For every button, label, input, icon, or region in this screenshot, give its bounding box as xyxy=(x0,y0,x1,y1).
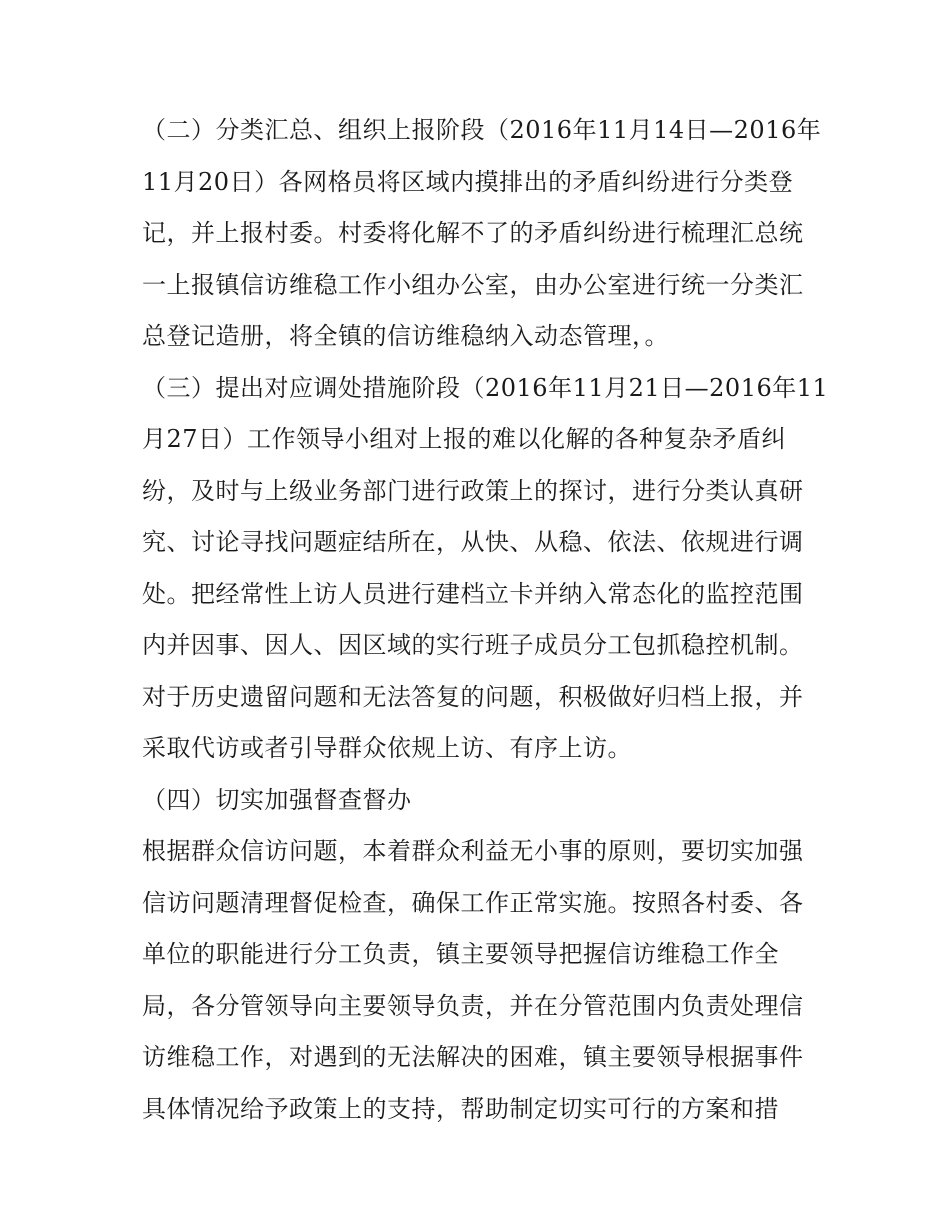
text-line: 月27日）工作领导小组对上报的难以化解的各种复杂矛盾纠 xyxy=(142,425,787,453)
text-line: 纷，及时与上级业务部门进行政策上的探讨，进行分类认真研 xyxy=(142,476,804,505)
text-line: 记，并上报村委。村委将化解不了的矛盾纠纷进行梳理汇总统 xyxy=(142,219,804,247)
text-line: 单位的职能进行分工负责，镇主要领导把握信访维稳工作全 xyxy=(142,940,779,968)
section-heading: （三）提出对应调处措施阶段（2016年11月21日—2016年11 xyxy=(142,373,829,402)
body-text xyxy=(142,110,829,1140)
text-line: 采取代访或者引导群众依规上访、有序上访。 xyxy=(142,734,632,762)
text-line: 一上报镇信访维稳工作小组办公室，由办公室进行统一分类汇 xyxy=(142,270,804,299)
section-heading: （四）切实加强督查督办 xyxy=(142,785,412,814)
text-line: 访维稳工作，对遇到的无法解决的困难，镇主要领导根据事件 xyxy=(142,1043,804,1071)
text-line: 根据群众信访问题，本着群众利益无小事的原则，要切实加强 xyxy=(142,837,804,865)
text-line: 局，各分管领导向主要领导负责，并在分管范围内负责处理信 xyxy=(142,991,804,1020)
text-line: 对于历史遗留问题和无法答复的问题，积极做好归档上报，并 xyxy=(142,682,804,711)
text-line: 总登记造册，将全镇的信访维稳纳入动态管理，。 xyxy=(142,322,669,350)
text-line: 信访问题清理督促检查，确保工作正常实施。按照各村委、各 xyxy=(142,888,804,917)
text-line: 处。把经常性上访人员进行建档立卡并纳入常态化的监控范围 xyxy=(142,579,804,608)
text-line: （二）分类汇总、组织上报阶段（2016年11月14日—2016年 xyxy=(142,116,822,144)
text-line: 内并因事、因人、因区域的实行班子成员分工包抓稳控机制。 xyxy=(142,631,804,659)
text-line: 究、讨论寻找问题症结所在，从快、从稳、依法、依规进行调 xyxy=(142,528,804,556)
text-line: 11月20日）各网格员将区域内摸排出的矛盾纠纷进行分类登 xyxy=(142,167,794,196)
text-line: 具体情况给予政策上的支持，帮助制定切实可行的方案和措 xyxy=(142,1094,779,1123)
